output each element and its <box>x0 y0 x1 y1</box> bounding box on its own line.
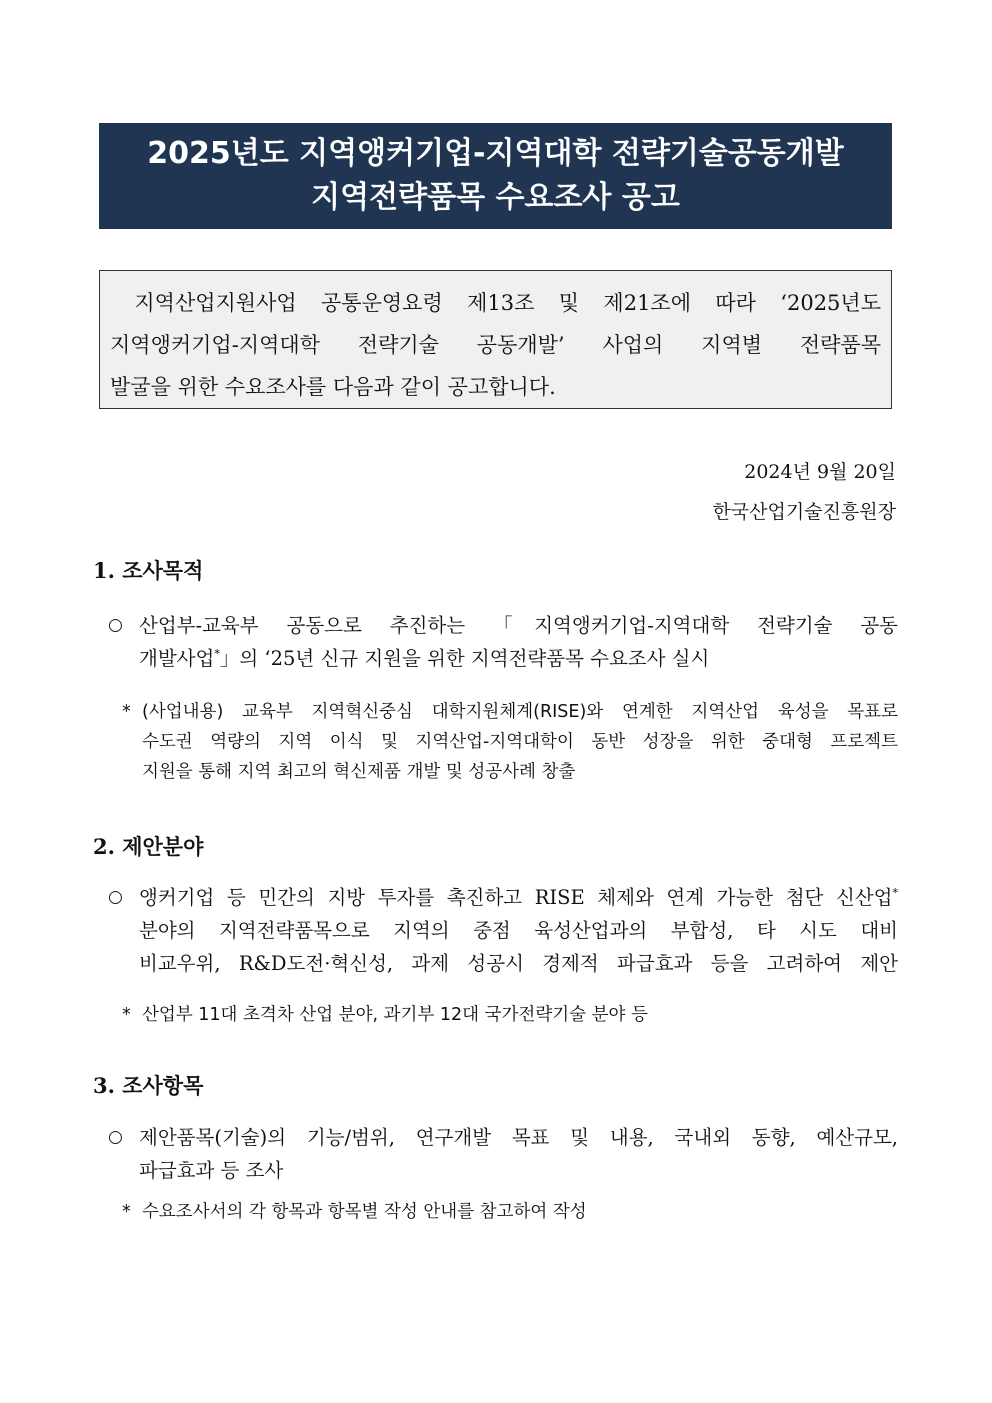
asterisk-icon: * <box>122 1005 131 1025</box>
bullet-line: 분야의 지역전략품목으로 지역의 중점 육성산업과의 부합성, 타 시도 대비 <box>139 919 898 942</box>
intro-line: 지역산업지원사업 공통운영요령 제13조 및 제21조에 따라 ‘2025년도 <box>110 291 881 315</box>
announcement-title <box>99 123 892 229</box>
issuer-name: 한국산업기술진흥원장 <box>712 501 896 523</box>
intro-box <box>99 270 892 409</box>
announcement-date: 2024년 9월 20일 <box>744 461 896 483</box>
bullet-item <box>108 881 898 980</box>
footnote-marker: * <box>214 647 220 661</box>
intro-line: 지역앵커기업-지역대학 전략기술 공동개발’ 사업의 지역별 전략품목 <box>110 333 881 357</box>
section-title: 2. 제안분야 <box>93 834 204 859</box>
title-line-1: 2025년도 지역앵커기업-지역대학 전략기술공동개발 <box>147 136 844 171</box>
bullet-line: 파급효과 등 조사 <box>139 1159 284 1182</box>
bullet-line: 」의 ‘25년 신규 지원을 위한 지역전략품목 수요조사 실시 <box>219 647 710 670</box>
note-item <box>122 1197 898 1227</box>
asterisk-icon: * <box>122 702 131 722</box>
asterisk-icon: * <box>122 1202 131 1222</box>
bullet-item <box>108 1121 898 1187</box>
date-block <box>712 452 896 532</box>
note-line: 수요조사서의 각 항목과 항목별 작성 안내를 참고하여 작성 <box>142 1202 587 1222</box>
bullet-line: 비교우위, R&D도전·혁신성, 과제 성공시 경제적 파급효과 등을 고려하여 제안 <box>139 952 898 975</box>
circle-bullet-icon: ○ <box>108 887 123 907</box>
bullet-line: 앵커기업 등 민간의 지방 투자를 촉진하고 RISE 체제와 연계 가능한 첨단 신산업 <box>139 886 893 909</box>
bullet-line: 개발사업 <box>139 647 215 670</box>
note-line: (사업내용) 교육부 지역혁신중심 대학지원체계(RISE)와 연계한 지역산업 육성을 목표로 <box>142 702 898 722</box>
section-title: 3. 조사항목 <box>93 1073 204 1098</box>
circle-bullet-icon: ○ <box>108 1127 123 1147</box>
bullet-line: 산업부-교육부 공동으로 추진하는 「지역앵커기업-지역대학 전략기술 공동 <box>139 614 898 637</box>
footnote-marker: * <box>892 886 898 900</box>
note-item <box>122 697 898 787</box>
title-line-2: 지역전략품목 수요조사 공고 <box>311 180 680 215</box>
intro-line: 발굴을 위한 수요조사를 다음과 같이 공고합니다. <box>110 375 556 399</box>
bullet-line: 제안품목(기술)의 기능/범위, 연구개발 목표 및 내용, 국내외 동향, 예산규모, <box>139 1126 898 1149</box>
note-line: 산업부 11대 초격차 산업 분야, 과기부 12대 국가전략기술 분야 등 <box>142 1005 648 1025</box>
note-line: 지원을 통해 지역 최고의 혁신제품 개발 및 성공사례 창출 <box>142 762 576 782</box>
section-title: 1. 조사목적 <box>93 558 204 583</box>
circle-bullet-icon: ○ <box>108 615 123 635</box>
bullet-item <box>108 609 898 675</box>
note-item <box>122 1000 898 1030</box>
note-line: 수도권 역량의 지역 이식 및 지역산업-지역대학이 동반 성장을 위한 중대형 프로젝트 <box>142 732 898 752</box>
